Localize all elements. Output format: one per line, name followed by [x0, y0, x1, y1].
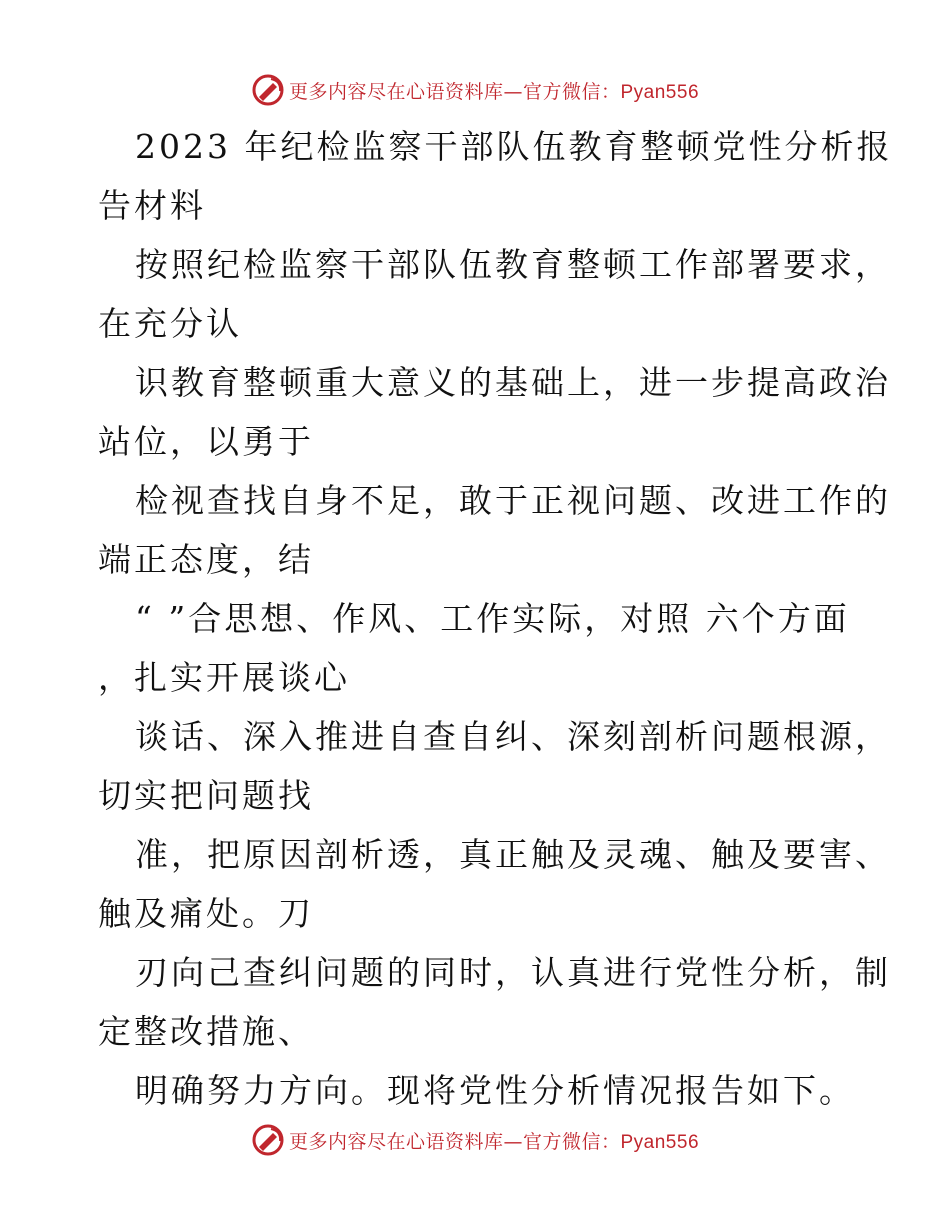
paragraph-line: 准，把原因剖析透，真正触及灵魂、触及要害、 — [135, 835, 891, 874]
pen-logo-icon — [251, 73, 285, 107]
watermark-banner-bottom — [0, 1120, 950, 1160]
watermark-banner-top — [0, 70, 950, 110]
paragraph-line: 刃向己查纠问题的同时，认真进行党性分析，制 — [135, 953, 891, 992]
paragraph-line: 在充分认 — [98, 304, 242, 343]
paragraph-line: 按照纪检监察干部队伍教育整顿工作部署要求， — [135, 245, 891, 284]
paragraph-line: 定整改措施、 — [98, 1012, 314, 1051]
paragraph-line: 触及痛处。刀 — [98, 894, 314, 933]
paragraph-line: “ ”合思想、作风、工作实际，对照 六个方面 — [135, 599, 850, 638]
watermark-text: 更多内容尽在心语资料库 — [288, 80, 504, 103]
paragraph-line: 谈话、深入推进自查自纠、深刻剖析问题根源， — [135, 717, 891, 756]
watermark-dash: — — [503, 80, 523, 103]
paragraph-line: ，扎实开展谈心 — [98, 658, 350, 697]
watermark-dash: — — [503, 1130, 523, 1153]
watermark-text: 更多内容尽在心语资料库 — [288, 1130, 504, 1153]
paragraph-line: 站位，以勇于 — [98, 422, 314, 461]
watermark-wechat: 官方微信：Pyan556 — [523, 81, 700, 103]
pen-logo-icon — [251, 1123, 285, 1157]
paragraph-line: 切实把问题找 — [98, 776, 314, 815]
paragraph-line: 识教育整顿重大意义的基础上，进一步提高政治 — [135, 363, 891, 402]
paragraph-line: 明确努力方向。现将党性分析情况报告如下。 — [135, 1071, 855, 1110]
title-line-1: 2023 年纪检监察干部队伍教育整顿党性分析报 — [135, 127, 893, 166]
document-body — [98, 117, 893, 1120]
paragraph-line: 检视查找自身不足，敢于正视问题、改进工作的 — [135, 481, 891, 520]
watermark-wechat: 官方微信：Pyan556 — [523, 1131, 700, 1153]
title-line-2: 告材料 — [98, 186, 206, 225]
paragraph-line: 端正态度，结 — [98, 540, 314, 579]
